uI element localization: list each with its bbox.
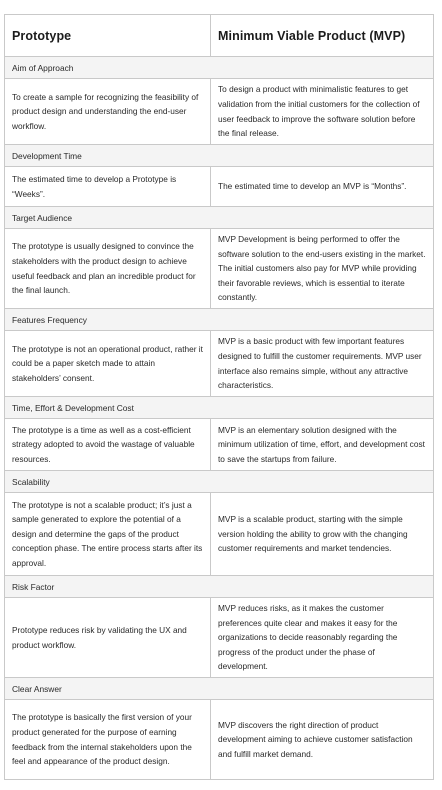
prototype-cell: The prototype is basically the first version of your product generated for the purpose of earning feedback from the internal stakeholders upon the feel and appearance of the product design. (5, 700, 211, 780)
table-row (5, 331, 434, 397)
section-title-target-audience: Target Audience (5, 207, 434, 229)
section-row (5, 576, 434, 598)
table-row (5, 700, 434, 780)
mvp-cell: To design a product with minimalistic features to get validation from the initial customers for the collection of user feedback to improve the software solution before the final release. (211, 79, 434, 145)
section-row (5, 397, 434, 419)
prototype-cell: To create a sample for recognizing the feasibility of product design and understanding the end-user workflow. (5, 79, 211, 145)
prototype-cell: The prototype is a time as well as a cost-efficient strategy adopted to avoid the wastage of valuable resources. (5, 419, 211, 471)
prototype-vs-mvp-table (4, 14, 434, 780)
mvp-cell: The estimated time to develop an MVP is “Months”. (211, 167, 434, 207)
mvp-cell: MVP is a scalable product, starting with the simple version holding the ability to grow with the changing customer requirements and market tendencies. (211, 493, 434, 576)
section-title-development-time: Development Time (5, 145, 434, 167)
section-title-risk-factor: Risk Factor (5, 576, 434, 598)
section-row (5, 207, 434, 229)
section-title-scalability: Scalability (5, 471, 434, 493)
section-row (5, 57, 434, 79)
prototype-cell: The prototype is not a scalable product; it’s just a sample generated to explore the potential of a design and determine the gaps of the product conception phase. The entire process starts after its approval. (5, 493, 211, 576)
header-prototype: Prototype (5, 15, 211, 57)
section-title-features-frequency: Features Frequency (5, 309, 434, 331)
comparison-table-wrapper (4, 14, 433, 780)
prototype-cell: The prototype is usually designed to convince the stakeholders with the product design to achieve useful feedback and plan an incredible product for the final launch. (5, 229, 211, 309)
table-row (5, 419, 434, 471)
table-row (5, 493, 434, 576)
table-row (5, 167, 434, 207)
section-row (5, 471, 434, 493)
section-title-time-effort-cost: Time, Effort & Development Cost (5, 397, 434, 419)
prototype-cell: Prototype reduces risk by validating the UX and product workflow. (5, 598, 211, 678)
mvp-cell: MVP is an elementary solution designed with the minimum utilization of time, effort, and development cost to save the startups from failure. (211, 419, 434, 471)
table-row (5, 598, 434, 678)
mvp-cell: MVP reduces risks, as it makes the customer preferences quite clear and makes it easy for the organizations to decide reasonably regarding the progress of the product under the phase of development. (211, 598, 434, 678)
header-mvp: Minimum Viable Product (MVP) (211, 15, 434, 57)
table-row (5, 229, 434, 309)
mvp-cell: MVP Development is being performed to offer the software solution to the end-users existing in the market. The initial customers also pay for MVP while providing their favorable reviews, which is essential to iterate constantly. (211, 229, 434, 309)
header-row (5, 15, 434, 57)
mvp-cell: MVP is a basic product with few important features designed to fulfill the customer requirements. MVP user interface also remains simple, without any attractive characteristics. (211, 331, 434, 397)
section-row (5, 145, 434, 167)
table-row (5, 79, 434, 145)
mvp-cell: MVP discovers the right direction of product development aiming to achieve customer satisfaction and fulfill market demand. (211, 700, 434, 780)
prototype-cell: The prototype is not an operational product, rather it could be a paper sketch made to attain stakeholders’ consent. (5, 331, 211, 397)
prototype-cell: The estimated time to develop a Prototype is “Weeks”. (5, 167, 211, 207)
section-row (5, 678, 434, 700)
section-title-aim: Aim of Approach (5, 57, 434, 79)
section-row (5, 309, 434, 331)
section-title-clear-answer: Clear Answer (5, 678, 434, 700)
